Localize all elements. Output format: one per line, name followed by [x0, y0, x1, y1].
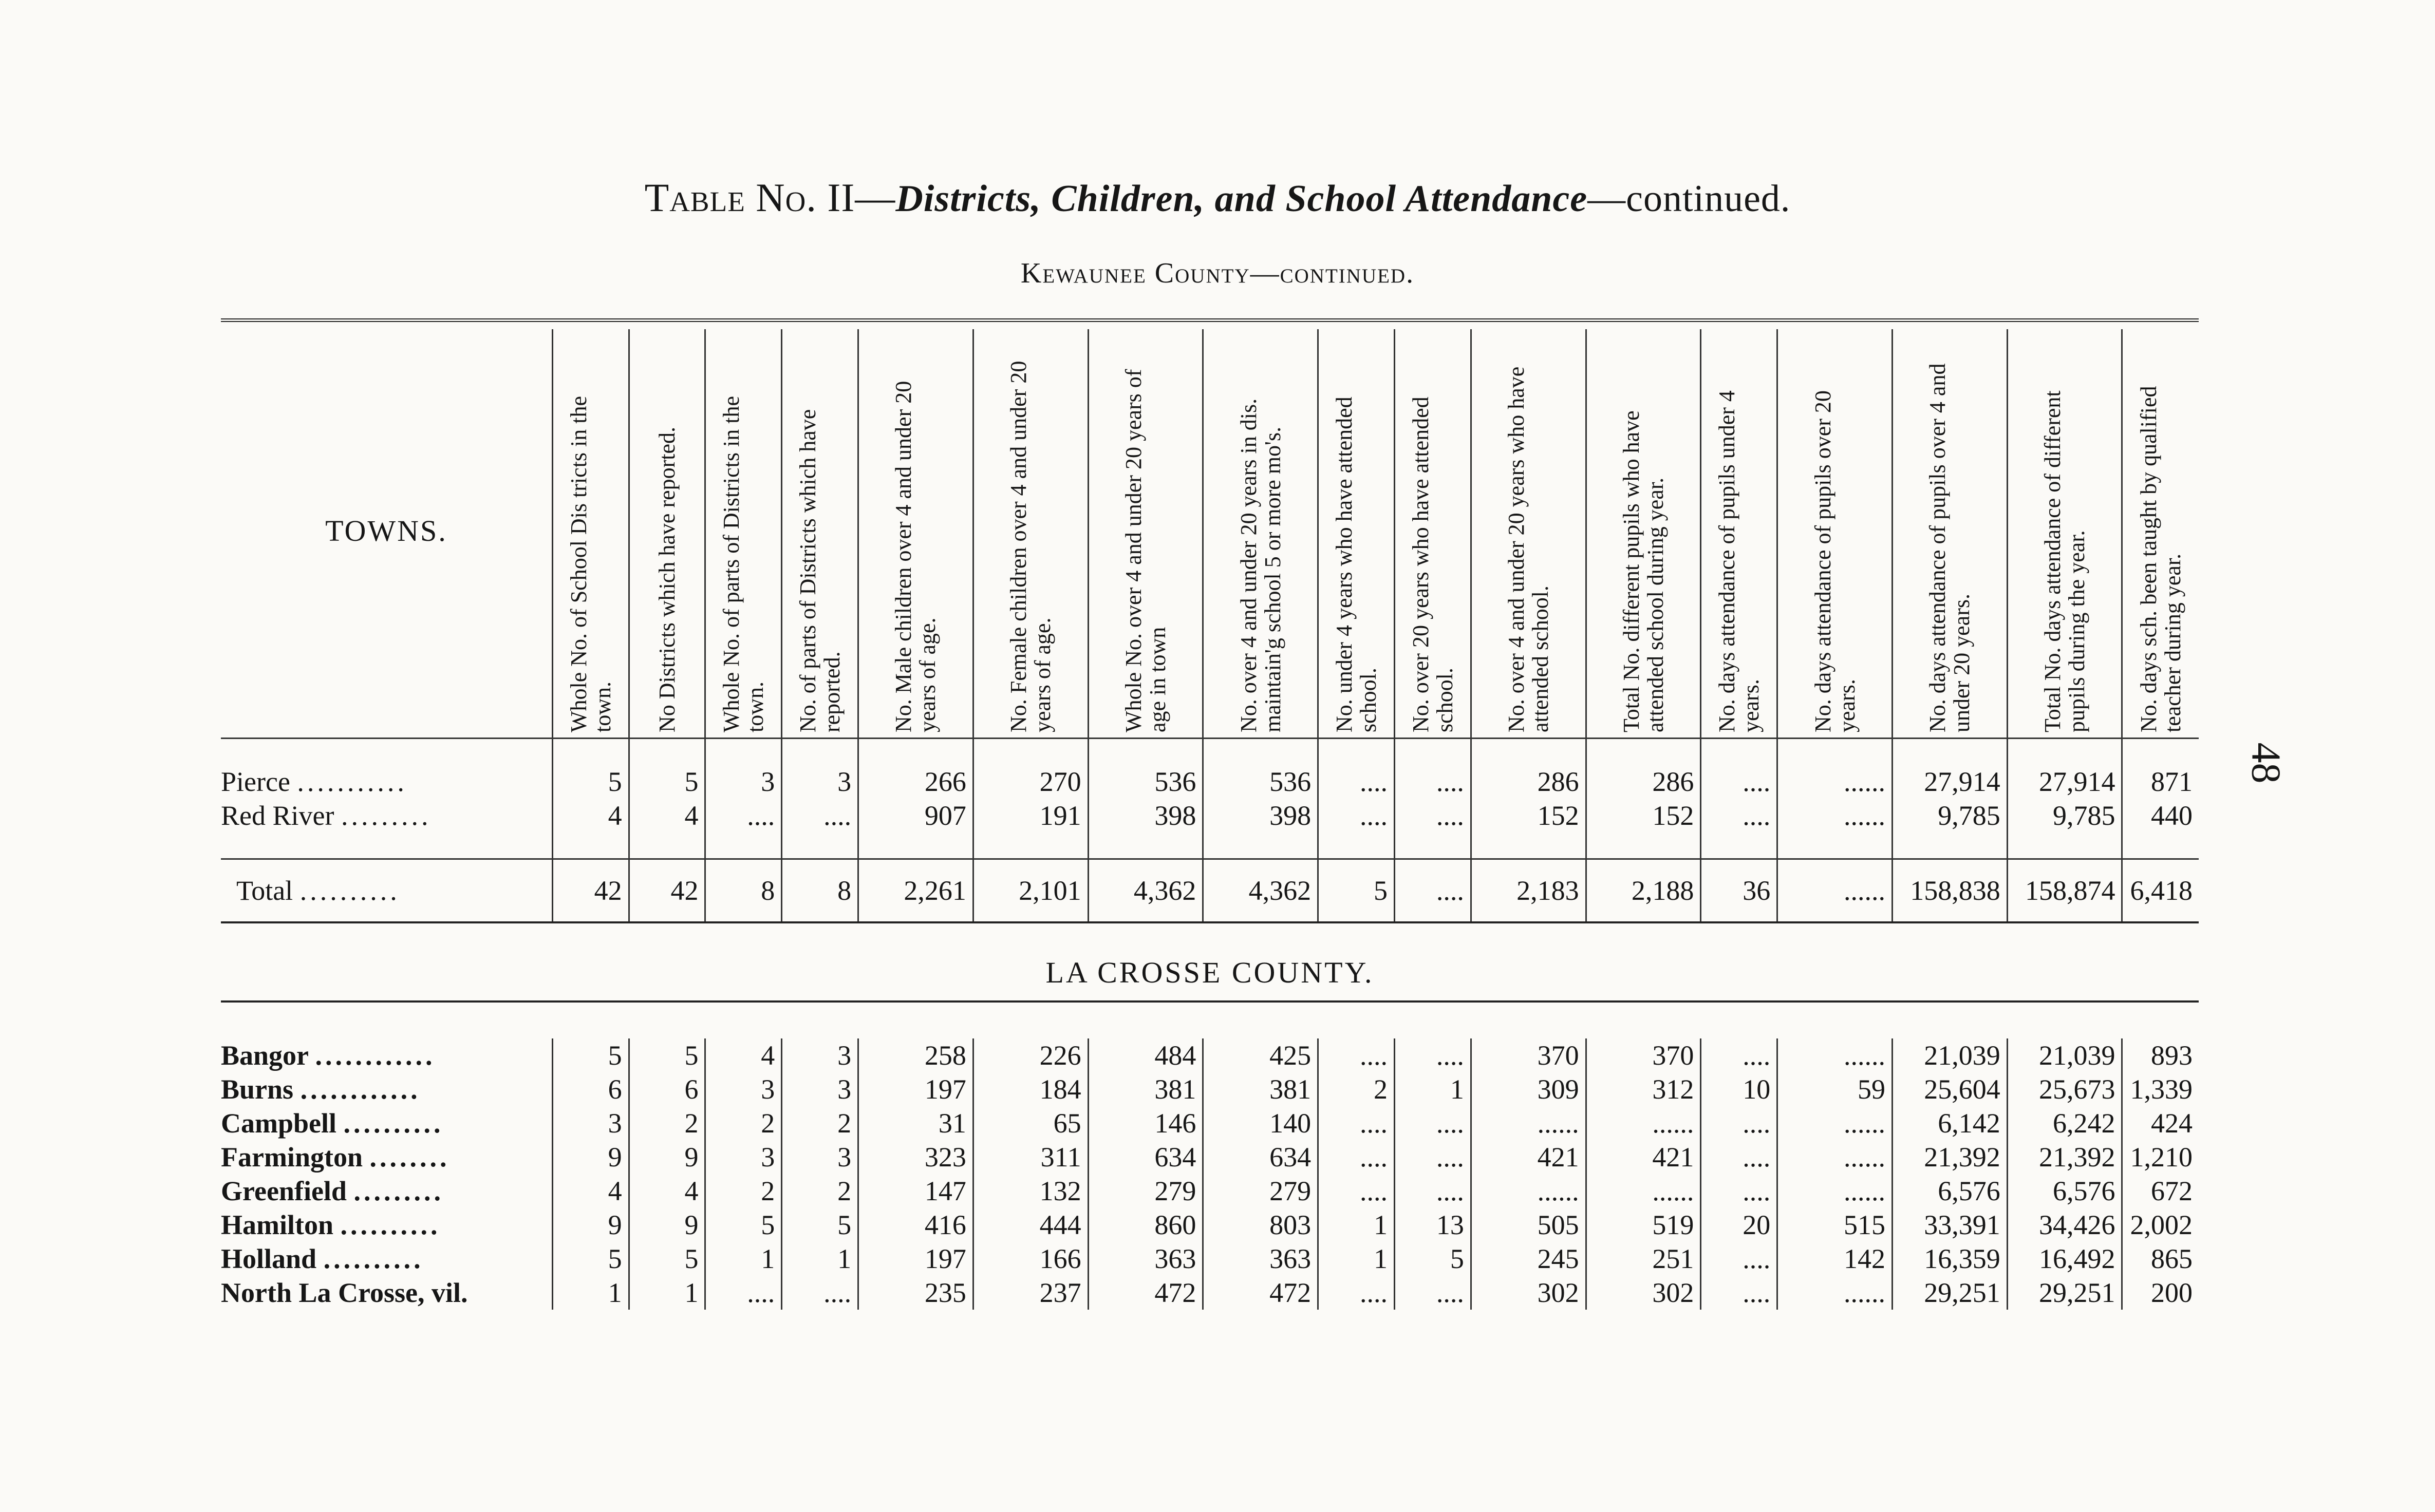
table-row — [221, 1242, 2199, 1276]
column-header-2 — [629, 329, 705, 739]
column-header-text: No. days attendance of pupils under 4 years. — [1714, 390, 1764, 732]
town-cell — [221, 1072, 552, 1106]
value-cell: 1 — [705, 1242, 782, 1276]
value-cell: 5 — [552, 765, 629, 799]
title-italic: Districts, Children, and School Attendance — [895, 178, 1588, 220]
value-cell: 309 — [1471, 1072, 1586, 1106]
value-cell: 4 — [552, 1174, 629, 1208]
value-cell: 142 — [1777, 1242, 1893, 1276]
town-name: Pierce — [221, 766, 290, 797]
value-cell: 158,838 — [1892, 859, 2007, 923]
column-header-10 — [1395, 329, 1471, 739]
value-cell: 484 — [1088, 1038, 1203, 1072]
value-cell: 27,914 — [2007, 765, 2122, 799]
value-cell: 416 — [858, 1208, 973, 1242]
value-cell: 3 — [782, 1072, 858, 1106]
value-cell: 27,914 — [1892, 765, 2007, 799]
value-cell: 10 — [1701, 1072, 1777, 1106]
value-cell: 36 — [1701, 859, 1777, 923]
value-cell: .... — [782, 1276, 858, 1310]
dot-leader: ........ — [369, 1142, 450, 1173]
town-name: Red River — [221, 800, 334, 831]
value-cell: 266 — [858, 765, 973, 799]
value-cell: 286 — [1586, 765, 1701, 799]
value-cell: 5 — [629, 1242, 705, 1276]
dot-leader: ......... — [353, 1176, 444, 1206]
town-cell — [221, 765, 552, 799]
value-cell: .... — [1701, 1140, 1777, 1174]
value-cell: .... — [1395, 1106, 1471, 1140]
column-header-4 — [782, 329, 858, 739]
column-header-text: No. of parts of Districts which have reported. — [795, 409, 845, 732]
value-cell: .... — [1318, 765, 1395, 799]
column-header-16 — [2007, 329, 2122, 739]
town-cell — [221, 1208, 552, 1242]
column-header-text: No. over 4 and under 20 years who have attended school. — [1504, 366, 1553, 732]
value-cell: 25,604 — [1892, 1072, 2007, 1106]
value-cell: 13 — [1395, 1208, 1471, 1242]
value-cell: 323 — [858, 1140, 973, 1174]
value-cell: 5 — [629, 765, 705, 799]
column-header-15 — [1892, 329, 2007, 739]
value-cell: 59 — [1777, 1072, 1893, 1106]
value-cell: 302 — [1471, 1276, 1586, 1310]
value-cell: 2,101 — [973, 859, 1088, 923]
value-cell: ...... — [1777, 765, 1893, 799]
value-cell: 6 — [629, 1072, 705, 1106]
column-header-text: No Districts which have reported. — [654, 426, 680, 732]
spacer-row — [221, 833, 2199, 859]
page-title — [0, 175, 2435, 221]
value-cell: 5 — [705, 1208, 782, 1242]
value-cell: 444 — [973, 1208, 1088, 1242]
value-cell: 2 — [1318, 1072, 1395, 1106]
value-cell: 421 — [1471, 1140, 1586, 1174]
value-cell: 6,242 — [2007, 1106, 2122, 1140]
value-cell: 8 — [705, 859, 782, 923]
value-cell: .... — [1701, 1276, 1777, 1310]
value-cell: .... — [1395, 765, 1471, 799]
value-cell: .... — [1395, 799, 1471, 833]
value-cell: .... — [1318, 1038, 1395, 1072]
value-cell: 1,210 — [2122, 1140, 2199, 1174]
column-header-3 — [705, 329, 782, 739]
value-cell: 20 — [1701, 1208, 1777, 1242]
value-cell: 871 — [2122, 765, 2199, 799]
value-cell: ...... — [1777, 799, 1893, 833]
value-cell: 279 — [1088, 1174, 1203, 1208]
value-cell: 907 — [858, 799, 973, 833]
value-cell: 3 — [782, 1038, 858, 1072]
value-cell: 505 — [1471, 1208, 1586, 1242]
town-cell — [221, 1276, 552, 1310]
value-cell: 245 — [1471, 1242, 1586, 1276]
value-cell: 865 — [2122, 1242, 2199, 1276]
column-header-text: Whole No. of parts of Districts in the town. — [719, 396, 769, 732]
column-header-text: No. days attendance of pupils over 4 and under 20 years. — [1925, 363, 1975, 732]
value-cell: 226 — [973, 1038, 1088, 1072]
value-cell: .... — [1318, 1106, 1395, 1140]
value-cell: 9,785 — [1892, 799, 2007, 833]
value-cell: 370 — [1586, 1038, 1701, 1072]
value-cell: 4 — [629, 1174, 705, 1208]
value-cell: 200 — [2122, 1276, 2199, 1310]
column-header-text: No. days sch. been taught by qualified teacher during year. — [2136, 386, 2186, 732]
value-cell: 5 — [629, 1038, 705, 1072]
value-cell: 197 — [858, 1072, 973, 1106]
table-row — [221, 765, 2199, 799]
dot-leader: .......... — [343, 1108, 444, 1139]
value-cell: 286 — [1471, 765, 1586, 799]
value-cell: 4 — [629, 799, 705, 833]
value-cell: ...... — [1471, 1174, 1586, 1208]
town-cell — [221, 1140, 552, 1174]
value-cell: 2 — [705, 1106, 782, 1140]
value-cell: 258 — [858, 1038, 973, 1072]
column-header-12 — [1586, 329, 1701, 739]
value-cell: 3 — [782, 765, 858, 799]
column-header-text: No. over 20 years who have attended school. — [1408, 396, 1457, 732]
value-cell: 21,039 — [2007, 1038, 2122, 1072]
table-row — [221, 1174, 2199, 1208]
value-cell: 132 — [973, 1174, 1088, 1208]
value-cell: 860 — [1088, 1208, 1203, 1242]
table-row — [221, 1140, 2199, 1174]
value-cell: 398 — [1088, 799, 1203, 833]
value-cell: 9 — [552, 1140, 629, 1174]
town-name: Total — [236, 875, 293, 906]
value-cell: ...... — [1777, 1106, 1893, 1140]
value-cell: 9 — [552, 1208, 629, 1242]
value-cell: 16,359 — [1892, 1242, 2007, 1276]
value-cell: 5 — [552, 1242, 629, 1276]
value-cell: 5 — [1318, 859, 1395, 923]
town-name: Campbell — [221, 1108, 337, 1139]
value-cell: 34,426 — [2007, 1208, 2122, 1242]
value-cell: 803 — [1203, 1208, 1318, 1242]
value-cell: 152 — [1471, 799, 1586, 833]
value-cell: 4 — [552, 799, 629, 833]
dot-leader: ......... — [341, 800, 432, 831]
value-cell: 1 — [782, 1242, 858, 1276]
page-number: 48 — [2243, 742, 2289, 784]
column-header-17 — [2122, 329, 2199, 739]
value-cell: 197 — [858, 1242, 973, 1276]
value-cell: 29,251 — [1892, 1276, 2007, 1310]
value-cell: 33,391 — [1892, 1208, 2007, 1242]
value-cell: .... — [1395, 1140, 1471, 1174]
value-cell: .... — [1395, 1276, 1471, 1310]
column-header-text: No. Female children over 4 and under 20 years of age. — [1006, 361, 1056, 732]
value-cell: .... — [1318, 799, 1395, 833]
value-cell: ...... — [1471, 1106, 1586, 1140]
column-header-11 — [1471, 329, 1586, 739]
town-name: Burns — [221, 1074, 294, 1105]
value-cell: 6 — [552, 1072, 629, 1106]
value-cell: ...... — [1777, 1038, 1893, 1072]
value-cell: .... — [1395, 1174, 1471, 1208]
value-cell: 237 — [973, 1276, 1088, 1310]
value-cell: 2 — [782, 1106, 858, 1140]
value-cell: 6,576 — [2007, 1174, 2122, 1208]
value-cell: 29,251 — [2007, 1276, 2122, 1310]
value-cell: 3 — [705, 1072, 782, 1106]
value-cell: 363 — [1088, 1242, 1203, 1276]
value-cell: .... — [1701, 799, 1777, 833]
value-cell: 16,492 — [2007, 1242, 2122, 1276]
column-header-text: No. days attendance of pupils over 20 years. — [1810, 390, 1860, 732]
value-cell: .... — [1318, 1140, 1395, 1174]
column-header-13 — [1701, 329, 1777, 739]
value-cell: 381 — [1203, 1072, 1318, 1106]
table-row — [221, 1106, 2199, 1140]
town-name: Greenfield — [221, 1176, 347, 1206]
value-cell: 370 — [1471, 1038, 1586, 1072]
value-cell: .... — [1701, 1174, 1777, 1208]
value-cell: 2 — [629, 1106, 705, 1140]
town-name: Holland — [221, 1243, 317, 1274]
value-cell: 8 — [782, 859, 858, 923]
value-cell: .... — [1701, 1242, 1777, 1276]
value-cell: 634 — [1088, 1140, 1203, 1174]
value-cell: 312 — [1586, 1072, 1701, 1106]
table-row — [221, 799, 2199, 833]
value-cell: 21,392 — [1892, 1140, 2007, 1174]
value-cell: 9 — [629, 1140, 705, 1174]
column-header-text: Total No. days attendance of different pupils during the year. — [2040, 390, 2090, 732]
value-cell: 42 — [552, 859, 629, 923]
value-cell: ...... — [1777, 1276, 1893, 1310]
town-cell — [221, 1174, 552, 1208]
county-continued: Kewaunee County—continued. — [1020, 257, 1415, 289]
value-cell: 191 — [973, 799, 1088, 833]
value-cell: .... — [782, 799, 858, 833]
value-cell: ...... — [1586, 1106, 1701, 1140]
value-cell: 515 — [1777, 1208, 1893, 1242]
value-cell: 421 — [1586, 1140, 1701, 1174]
value-cell: 4,362 — [1088, 859, 1203, 923]
value-cell: 42 — [629, 859, 705, 923]
dot-leader: ............ — [300, 1074, 421, 1105]
dot-leader: .......... — [299, 875, 400, 906]
value-cell: .... — [1318, 1174, 1395, 1208]
value-cell: ...... — [1777, 1140, 1893, 1174]
value-cell: 472 — [1088, 1276, 1203, 1310]
value-cell: 5 — [782, 1208, 858, 1242]
column-header-text: Whole No. over 4 and under 20 years of age in town — [1121, 369, 1171, 732]
value-cell: 398 — [1203, 799, 1318, 833]
value-cell: 235 — [858, 1276, 973, 1310]
title-suffix: —continued. — [1587, 178, 1791, 220]
towns-header: TOWNS. — [221, 329, 552, 739]
county-subtitle — [0, 257, 2435, 290]
value-cell: 184 — [973, 1072, 1088, 1106]
value-cell: 2 — [782, 1174, 858, 1208]
value-cell: 147 — [858, 1174, 973, 1208]
column-header-9 — [1318, 329, 1395, 739]
value-cell: ...... — [1777, 1174, 1893, 1208]
value-cell: 519 — [1586, 1208, 1701, 1242]
value-cell: 2,261 — [858, 859, 973, 923]
value-cell: 472 — [1203, 1276, 1318, 1310]
value-cell: 21,039 — [1892, 1038, 2007, 1072]
column-header-text: Whole No. of School Dis tricts in the town. — [566, 395, 615, 732]
value-cell: 4 — [705, 1038, 782, 1072]
value-cell: 302 — [1586, 1276, 1701, 1310]
value-cell: .... — [1395, 1038, 1471, 1072]
town-name: Hamilton — [221, 1209, 334, 1240]
value-cell: 3 — [705, 1140, 782, 1174]
column-header-text: No. over 4 and under 20 years in dis. maintain'g school 5 or more mo's. — [1235, 398, 1285, 732]
value-cell: 6,418 — [2122, 859, 2199, 923]
value-cell: 536 — [1088, 765, 1203, 799]
table-row — [221, 859, 2199, 923]
value-cell: 440 — [2122, 799, 2199, 833]
value-cell: 251 — [1586, 1242, 1701, 1276]
value-cell: .... — [705, 1276, 782, 1310]
value-cell: 2,188 — [1586, 859, 1701, 923]
dot-leader: ........... — [297, 766, 407, 797]
value-cell: 424 — [2122, 1106, 2199, 1140]
value-cell: 21,392 — [2007, 1140, 2122, 1174]
table-row — [221, 1038, 2199, 1072]
value-cell: 425 — [1203, 1038, 1318, 1072]
value-cell: .... — [1701, 765, 1777, 799]
town-cell — [221, 799, 552, 833]
town-cell — [221, 1106, 552, 1140]
value-cell: .... — [1318, 1276, 1395, 1310]
value-cell: 634 — [1203, 1140, 1318, 1174]
value-cell: 1 — [1318, 1208, 1395, 1242]
column-header-5 — [858, 329, 973, 739]
value-cell: 1 — [552, 1276, 629, 1310]
dot-leader: ............ — [315, 1040, 436, 1071]
town-cell — [221, 859, 552, 923]
town-name: Farmington — [221, 1142, 363, 1173]
table-row — [221, 1072, 2199, 1106]
value-cell: 6,576 — [1892, 1174, 2007, 1208]
value-cell: 140 — [1203, 1106, 1318, 1140]
value-cell: 5 — [552, 1038, 629, 1072]
value-cell: ...... — [1586, 1174, 1701, 1208]
value-cell: 1,339 — [2122, 1072, 2199, 1106]
town-name: North La Crosse, vil. — [221, 1277, 468, 1308]
town-name: Bangor — [221, 1040, 309, 1071]
value-cell: 6,142 — [1892, 1106, 2007, 1140]
column-header-text: Total No. different pupils who have attended school during year. — [1618, 410, 1668, 732]
value-cell: .... — [1701, 1106, 1777, 1140]
value-cell: 1 — [1318, 1242, 1395, 1276]
value-cell: 381 — [1088, 1072, 1203, 1106]
value-cell: 2,183 — [1471, 859, 1586, 923]
value-cell: .... — [1395, 859, 1471, 923]
value-cell: 158,874 — [2007, 859, 2122, 923]
value-cell: 270 — [973, 765, 1088, 799]
value-cell: 279 — [1203, 1174, 1318, 1208]
column-header-14 — [1777, 329, 1893, 739]
value-cell: .... — [1701, 1038, 1777, 1072]
value-cell: 9 — [629, 1208, 705, 1242]
value-cell: 3 — [705, 765, 782, 799]
column-header-6 — [973, 329, 1088, 739]
attendance-table — [221, 318, 2199, 1310]
value-cell: 672 — [2122, 1174, 2199, 1208]
value-cell: 363 — [1203, 1242, 1318, 1276]
value-cell: 1 — [1395, 1072, 1471, 1106]
column-header-7 — [1088, 329, 1203, 739]
value-cell: 3 — [782, 1140, 858, 1174]
value-cell: .... — [705, 799, 782, 833]
value-cell: 3 — [552, 1106, 629, 1140]
town-cell — [221, 1038, 552, 1072]
title-prefix: Table No. II— — [644, 175, 896, 220]
table-row — [221, 1208, 2199, 1242]
column-header-1 — [552, 329, 629, 739]
table-row — [221, 1276, 2199, 1310]
value-cell: 9,785 — [2007, 799, 2122, 833]
dot-leader: .......... — [340, 1209, 441, 1240]
column-header-8 — [1203, 329, 1318, 739]
town-cell — [221, 1242, 552, 1276]
value-cell: ...... — [1777, 859, 1893, 923]
dot-leader: .......... — [323, 1243, 424, 1274]
county-title: LA CROSSE COUNTY. — [1045, 955, 1374, 989]
value-cell: 4,362 — [1203, 859, 1318, 923]
column-header-text: No. under 4 years who have attended school. — [1332, 396, 1381, 732]
value-cell: 152 — [1586, 799, 1701, 833]
value-cell: 166 — [973, 1242, 1088, 1276]
value-cell: 311 — [973, 1140, 1088, 1174]
value-cell: 2 — [705, 1174, 782, 1208]
value-cell: 1 — [629, 1276, 705, 1310]
value-cell: 146 — [1088, 1106, 1203, 1140]
value-cell: 65 — [973, 1106, 1088, 1140]
value-cell: 5 — [1395, 1242, 1471, 1276]
value-cell: 31 — [858, 1106, 973, 1140]
column-header-text: No. Male children over 4 and under 20 years of age. — [891, 381, 941, 732]
value-cell: 25,673 — [2007, 1072, 2122, 1106]
value-cell: 536 — [1203, 765, 1318, 799]
value-cell: 893 — [2122, 1038, 2199, 1072]
spacer-row — [221, 739, 2199, 765]
value-cell: 2,002 — [2122, 1208, 2199, 1242]
